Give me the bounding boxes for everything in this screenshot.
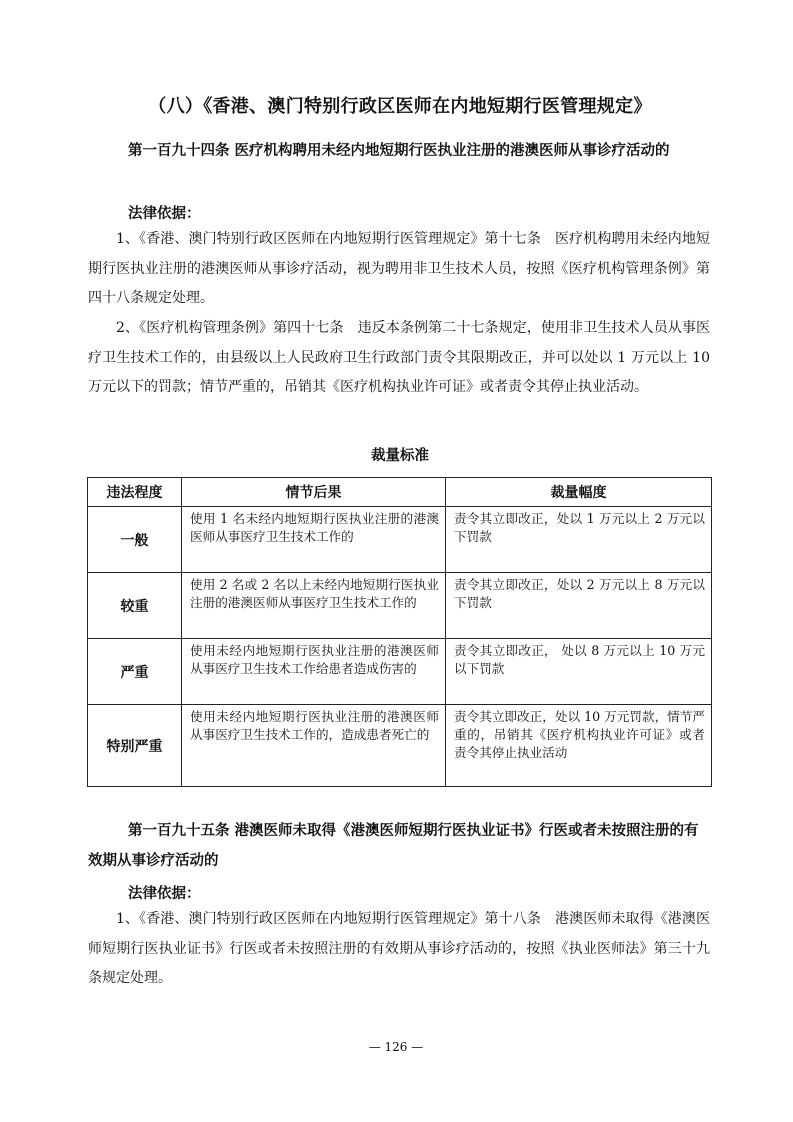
page-number: — 126 — [368,1040,424,1054]
article-194-title: 第一百九十四条 医疗机构聘用未经内地短期行医执业注册的港澳医师从事诊疗活动的 [128,143,670,159]
table-header-row [88,478,712,507]
degree-cell: 严重 [88,639,182,705]
penalty-cell: 责令其立即改正，处以 1 万元以上 2 万元以下罚款 [446,507,712,573]
table-row [88,639,712,705]
section-title: （八）《香港、澳门特别行政区医师在内地短期行医管理规定》 [148,96,652,117]
circumstance-cell: 使用 2 名或 2 名以上未经内地短期行医执业注册的港澳医师从事医疗卫生技术工作的 [182,573,446,639]
header-penalty-range: 裁量幅度 [446,478,712,507]
table-row [88,705,712,787]
article-195-basis-label: 法律依据： [128,886,201,902]
degree-cell: 一般 [88,507,182,573]
article-195-title: 第一百九十五条 港澳医师未取得《港澳医师短期行医执业证书》行医或者未按照注册的有效期从事诊疗活动的 [88,823,699,869]
degree-cell: 特别严重 [88,705,182,787]
article-194-paragraph-1: 1、《香港、澳门特别行政区医师在内地短期行医管理规定》第十七条 医疗机构聘用未经内地短期行医执业注册的港澳医师从事诊疗活动，视为聘用非卫生技术人员，按照《医疗机构管理条例》第四十八条规定处理。 [88,231,710,306]
circumstance-cell: 使用 1 名未经内地短期行医执业注册的港澳医师从事医疗卫生技术工作的 [182,507,446,573]
table-caption: 裁量标准 [371,448,429,464]
header-violation-degree: 违法程度 [88,478,182,507]
circumstance-cell: 使用未经内地短期行医执业注册的港澳医师从事医疗卫生技术工作给患者造成伤害的 [182,639,446,705]
article-195-paragraph-1: 1、《香港、澳门特别行政区医师在内地短期行医管理规定》第十八条 港澳医师未取得《港澳医师短期行医执业证书》行医或者未按照注册的有效期从事诊疗活动的，按照《执业医师法》第三十九条规定处理。 [88,911,710,986]
penalty-cell: 责令其立即改正，处以 2 万元以上 8 万元以下罚款 [446,573,712,639]
article-194-paragraph-2: 2、《医疗机构管理条例》第四十七条 违反本条例第二十七条规定，使用非卫生技术人员从事医疗卫生技术工作的，由县级以上人民政府卫生行政部门责令其限期改正，并可以处以 1 万元以上 10 万元以下的罚款；情节严重的，吊销其《医疗机构执业许可证》或者责令其停止执业活动。 [88,320,710,395]
degree-cell: 较重 [88,573,182,639]
header-circumstance: 情节后果 [182,478,446,507]
penalty-cell: 责令其立即改正， 处以 8 万元以上 10 万元以下罚款 [446,639,712,705]
circumstance-cell: 使用未经内地短期行医执业注册的港澳医师从事医疗卫生技术工作的，造成患者死亡的 [182,705,446,787]
penalty-cell: 责令其立即改正，处以 10 万元罚款，情节严重的，吊销其《医疗机构执业许可证》或者责令其停止执业活动 [446,705,712,787]
article-194-basis-label: 法律依据： [128,206,201,222]
penalty-standard-table [87,477,712,787]
table-row [88,507,712,573]
table-row [88,573,712,639]
